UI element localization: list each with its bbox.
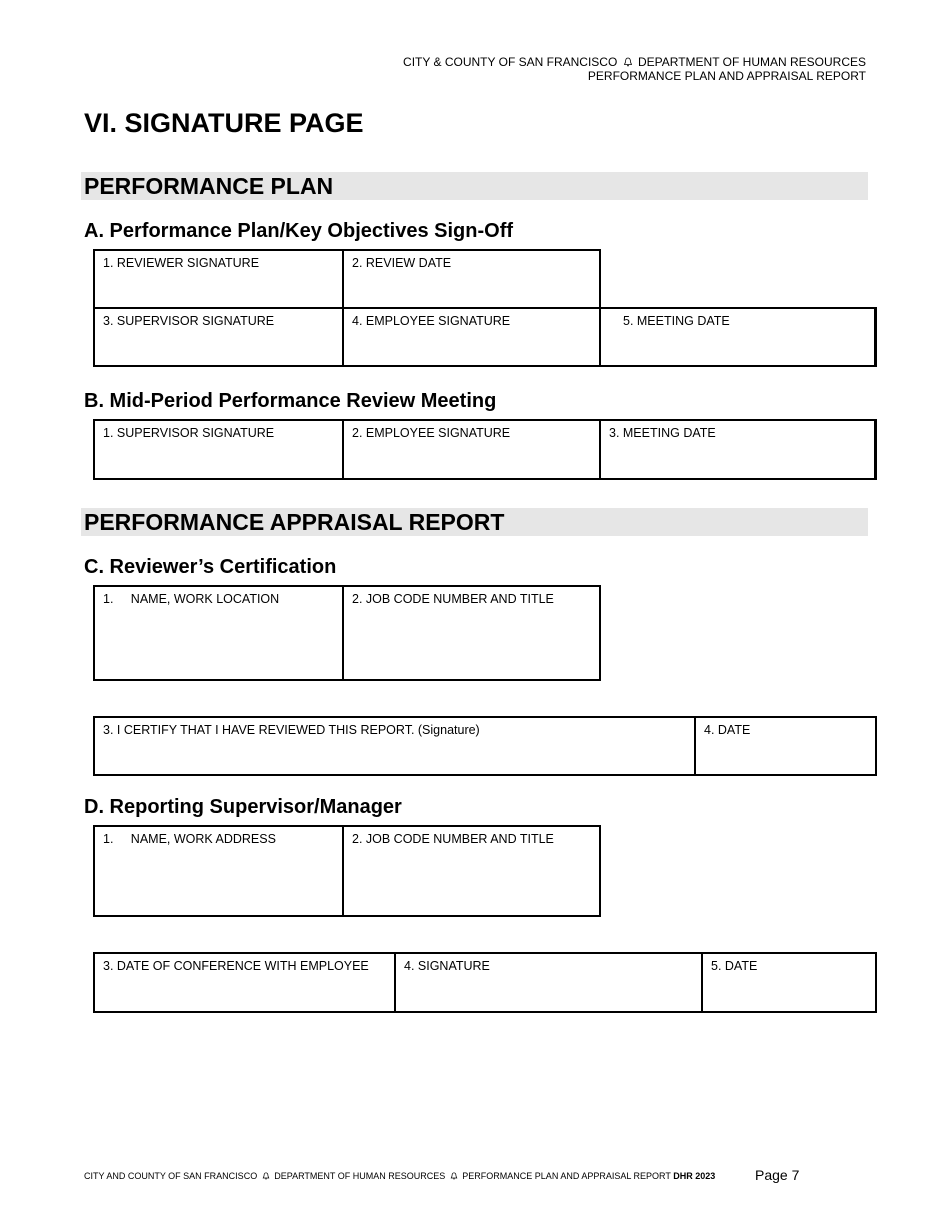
document-header <box>403 55 866 83</box>
header-dept: DEPARTMENT OF HUMAN RESOURCES <box>637 55 866 69</box>
footer-report: PERFORMANCE PLAN AND APPRAISAL REPORT <box>462 1171 671 1181</box>
footer-code: DHR 2023 <box>673 1171 716 1181</box>
field-label: 4. DATE <box>704 723 751 737</box>
page-number: Page 7 <box>755 1167 800 1183</box>
section-band-performance-plan: PERFORMANCE PLAN <box>81 172 868 200</box>
field-label: 3. I CERTIFY THAT I HAVE REVIEWED THIS REPORT. (Signature) <box>103 723 480 737</box>
field-label: 1. REVIEWER SIGNATURE <box>103 256 260 270</box>
bell-icon <box>623 57 633 67</box>
reviewer-certification-signature-field[interactable] <box>93 716 696 776</box>
document-footer <box>84 1171 715 1181</box>
field-label: 3. MEETING DATE <box>609 426 716 440</box>
reviewer-job-code-field[interactable] <box>342 585 601 681</box>
mid-employee-signature-field[interactable] <box>342 419 601 480</box>
field-label: 1. NAME, WORK LOCATION <box>103 592 280 606</box>
meeting-date-field[interactable] <box>599 307 877 367</box>
field-label: 2. JOB CODE NUMBER AND TITLE <box>352 592 554 606</box>
field-label: 3. DATE OF CONFERENCE WITH EMPLOYEE <box>103 959 369 973</box>
field-label: 2. REVIEW DATE <box>352 256 452 270</box>
supervisor-date-field[interactable] <box>701 952 877 1013</box>
reviewer-name-location-field[interactable] <box>93 585 344 681</box>
supervisor-job-code-field[interactable] <box>342 825 601 917</box>
field-label: 2. JOB CODE NUMBER AND TITLE <box>352 832 554 846</box>
page-title: VI. SIGNATURE PAGE <box>84 108 364 138</box>
footer-org: CITY AND COUNTY OF SAN FRANCISCO <box>84 1171 258 1181</box>
conference-date-field[interactable] <box>93 952 396 1013</box>
employee-signature-field[interactable] <box>342 307 601 367</box>
supervisor-signature-final-field[interactable] <box>394 952 703 1013</box>
field-label: 4. SIGNATURE <box>404 959 490 973</box>
section-a-heading: A. Performance Plan/Key Objectives Sign-Off <box>84 220 514 242</box>
review-date-field[interactable] <box>342 249 601 309</box>
field-label: 1. NAME, WORK ADDRESS <box>103 832 276 846</box>
field-label: 5. DATE <box>711 959 758 973</box>
header-org: CITY & COUNTY OF SAN FRANCISCO <box>403 55 618 69</box>
supervisor-signature-field[interactable] <box>93 307 344 367</box>
bell-icon <box>262 1172 270 1180</box>
mid-supervisor-signature-field[interactable] <box>93 419 344 480</box>
section-band-appraisal-report: PERFORMANCE APPRAISAL REPORT <box>81 508 868 536</box>
section-b-heading: B. Mid-Period Performance Review Meeting <box>84 390 497 412</box>
header-line-2: PERFORMANCE PLAN AND APPRAISAL REPORT <box>587 69 866 83</box>
bell-icon <box>450 1172 458 1180</box>
footer-dept: DEPARTMENT OF HUMAN RESOURCES <box>274 1171 446 1181</box>
field-label: 2. EMPLOYEE SIGNATURE <box>352 426 511 440</box>
field-label: 1. SUPERVISOR SIGNATURE <box>103 426 275 440</box>
header-line-1 <box>403 55 866 69</box>
supervisor-name-address-field[interactable] <box>93 825 344 917</box>
field-label: 4. EMPLOYEE SIGNATURE <box>352 314 511 328</box>
section-c-heading: C. Reviewer’s Certification <box>84 556 337 578</box>
section-d-heading: D. Reporting Supervisor/Manager <box>84 796 402 818</box>
reviewer-signature-field[interactable] <box>93 249 344 309</box>
mid-meeting-date-field[interactable] <box>599 419 877 480</box>
field-label: 5. MEETING DATE <box>623 314 730 328</box>
reviewer-date-field[interactable] <box>694 716 877 776</box>
field-label: 3. SUPERVISOR SIGNATURE <box>103 314 275 328</box>
